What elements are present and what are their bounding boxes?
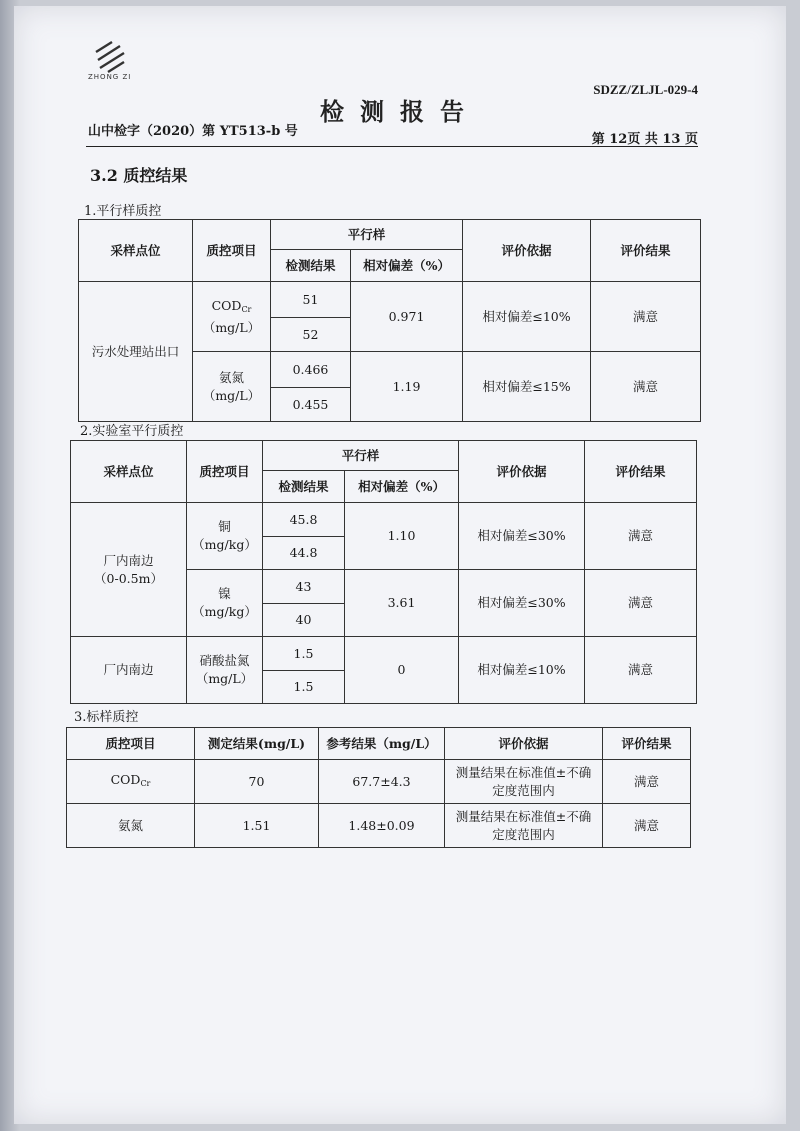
site-depth: （0-0.5m） [94,570,163,586]
report-number: 山中检字（2020）第 YT513-b 号 [88,124,298,139]
header-parallel: 平行样 [263,441,459,471]
basis-cell: 相对偏差≤30% [459,503,585,570]
header-result: 检测结果 [271,250,351,282]
parallel-sample-table [78,219,701,422]
result-cell: 51 [271,282,351,318]
header-site: 采样点位 [71,441,187,503]
table-row [71,503,697,537]
standard-sample-table [66,727,691,848]
result-cell: 44.8 [263,537,345,570]
reference-cell: 67.7±4.3 [319,760,445,804]
result-cell: 0.455 [271,388,351,422]
basis-cell [445,760,603,804]
result-cell: 0.466 [271,352,351,388]
measured-cell: 1.51 [195,804,319,848]
document-code: SDZZ/ZLJL-029-4 [593,82,698,97]
item-subscript: Cr [241,304,252,314]
page-number: 第 12页 共 13 页 [591,132,698,147]
site-label: 厂内南边 [103,552,154,568]
header-deviation: 相对偏差（%） [345,471,459,503]
header-measured: 测定结果(mg/L) [195,728,319,760]
item-cell [187,570,263,637]
item-label: 镍 [218,586,231,601]
item-label: 氨氮 [218,369,244,385]
evaluation-cell: 满意 [591,282,701,352]
header-basis: 评价依据 [463,220,591,282]
item-unit: （mg/kg） [192,537,257,552]
evaluation-cell: 满意 [603,804,691,848]
result-cell: 52 [271,318,351,352]
item-label: COD [211,297,242,313]
logo-text: ZHONG ZI [88,73,132,81]
header-deviation: 相对偏差（%） [351,250,463,282]
header-evaluation: 评价结果 [585,441,697,503]
page-title: 检测报告 [320,97,480,126]
table-row [79,282,701,318]
header-basis: 评价依据 [445,728,603,760]
table2-caption: 2.实验室平行质控 [80,424,184,439]
item-label: 硝酸盐氮 [199,653,250,668]
header-reference: 参考结果（mg/L） [319,728,445,760]
result-cell: 45.8 [263,503,345,537]
basis-cell: 相对偏差≤10% [463,282,591,352]
result-cell: 40 [263,604,345,637]
header-item: 质控项目 [193,220,271,282]
header-divider [86,146,698,147]
table-row [67,760,691,804]
section-title: 3.2 质控结果 [90,166,188,185]
header-parallel: 平行样 [271,220,463,250]
item-cell [193,282,271,352]
table1-caption: 1.平行样质控 [84,204,162,219]
header-result: 检测结果 [263,471,345,503]
basis-cell: 相对偏差≤30% [459,570,585,637]
table-row [71,637,697,671]
item-unit: （mg/L） [195,671,254,686]
item-unit: （mg/kg） [192,604,257,619]
header-basis: 评价依据 [459,441,585,503]
item-label: 铜 [218,519,231,534]
site-cell: 厂内南边 [71,637,187,704]
evaluation-cell: 满意 [585,637,697,704]
item-cell [67,760,195,804]
evaluation-cell: 满意 [585,503,697,570]
deviation-cell: 3.61 [345,570,459,637]
header-item: 质控项目 [67,728,195,760]
basis-text: 测量结果在标准值±不确定度范围内 [455,764,592,798]
table-row [67,804,691,848]
item-cell [187,503,263,570]
result-cell: 43 [263,570,345,604]
header-item: 质控项目 [187,441,263,503]
item-cell [193,352,271,422]
site-cell [71,503,187,637]
site-cell [79,282,193,422]
reference-cell: 1.48±0.09 [319,804,445,848]
basis-text: 测量结果在标准值±不确定度范围内 [455,808,592,842]
evaluation-cell: 满意 [603,760,691,804]
item-cell: 氨氮 [67,804,195,848]
lab-parallel-table [70,440,697,704]
result-cell: 1.5 [263,671,345,704]
item-subscript: Cr [140,778,151,788]
basis-cell: 相对偏差≤15% [463,352,591,422]
item-label: COD [110,771,141,787]
item-unit: （mg/L） [202,319,261,335]
basis-cell [445,804,603,848]
deviation-cell: 1.10 [345,503,459,570]
evaluation-cell: 满意 [585,570,697,637]
item-unit: （mg/L） [202,387,261,403]
evaluation-cell: 满意 [591,352,701,422]
measured-cell: 70 [195,760,319,804]
table3-caption: 3.标样质控 [74,710,139,725]
result-cell: 1.5 [263,637,345,671]
deviation-cell: 0 [345,637,459,704]
item-cell [187,637,263,704]
header-site: 采样点位 [79,220,193,282]
header-evaluation: 评价结果 [603,728,691,760]
deviation-cell: 1.19 [351,352,463,422]
deviation-cell: 0.971 [351,282,463,352]
basis-cell: 相对偏差≤10% [459,637,585,704]
site-label: 污水处理站出口 [91,343,180,359]
header-evaluation: 评价结果 [591,220,701,282]
